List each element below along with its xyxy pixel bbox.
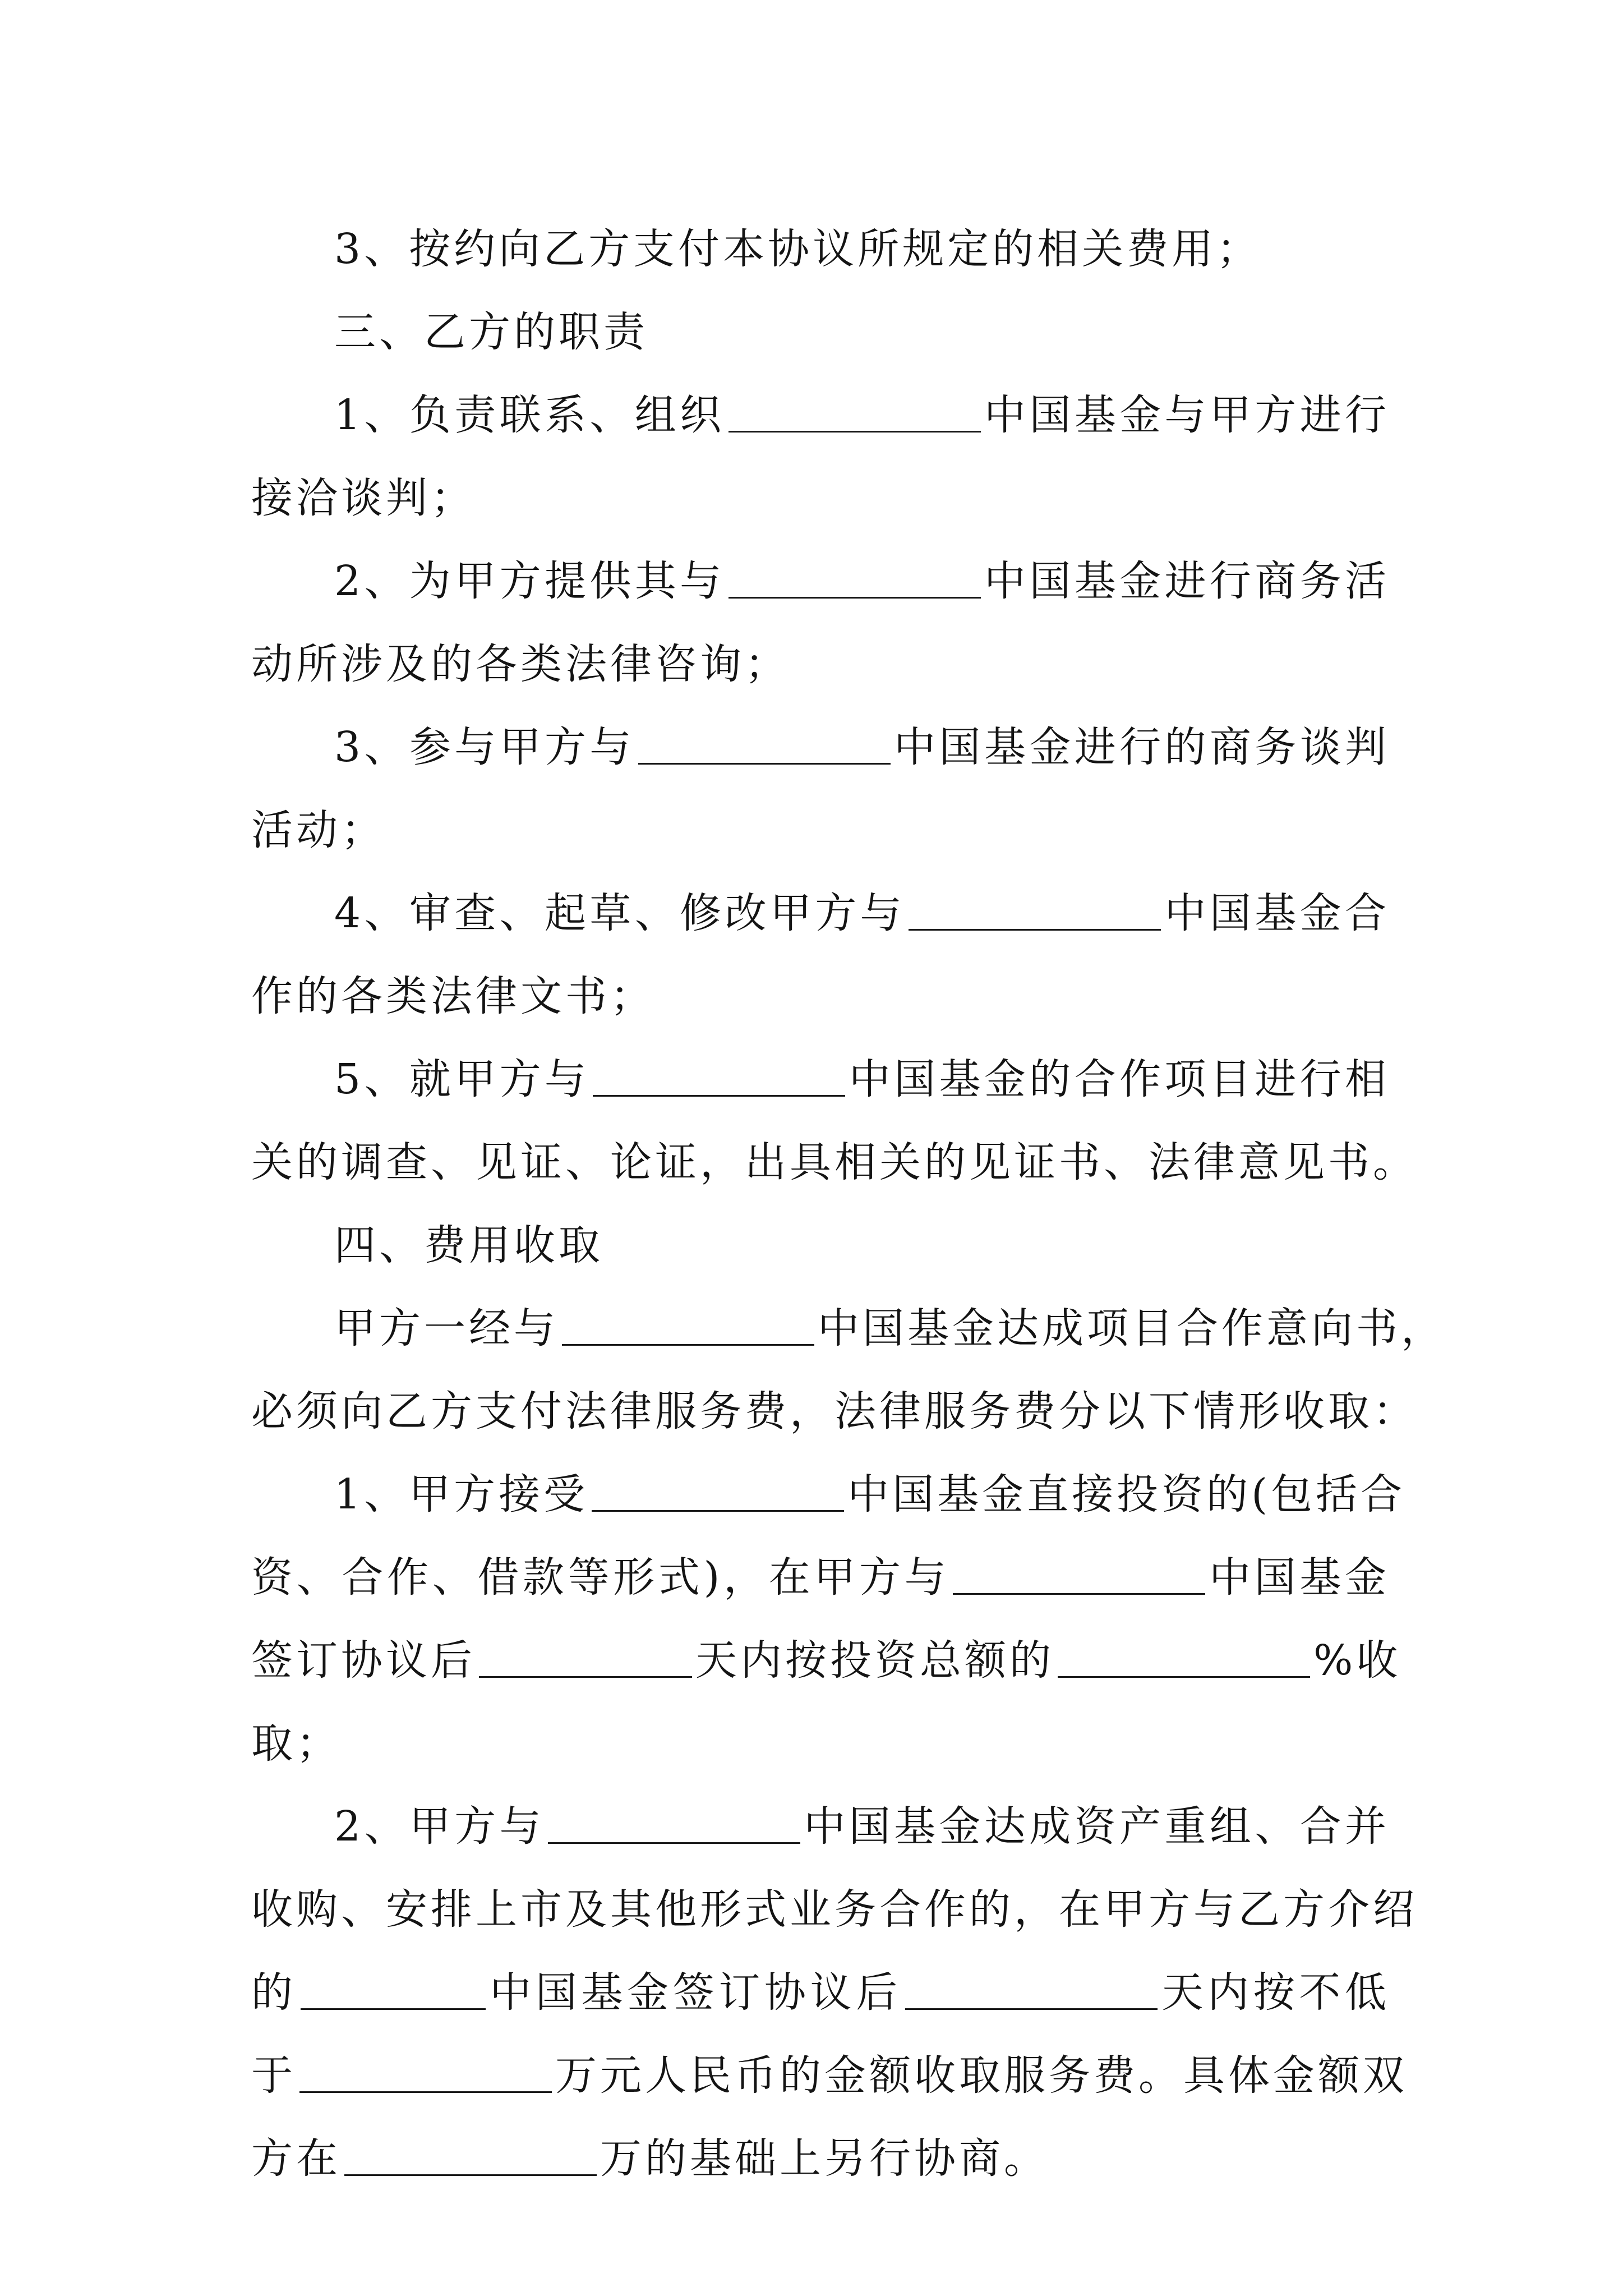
text: 活动； — [251, 806, 386, 854]
text: 的 — [251, 1968, 297, 2017]
fill-in-blank[interactable] — [909, 928, 1161, 931]
text: 中国基金签订协议后 — [488, 1968, 902, 2017]
text: 中国基金 — [1209, 1553, 1390, 1602]
paragraph-line — [251, 1453, 1405, 1536]
text: 作的各类法律文书； — [251, 972, 655, 1020]
paragraph-line — [251, 955, 1390, 1038]
paragraph-line — [251, 1702, 1390, 1785]
fill-in-blank[interactable] — [562, 1343, 814, 1346]
text: 3、按约向乙方支付本协议所规定的相关费用； — [334, 225, 1262, 273]
paragraph-line — [251, 623, 1390, 706]
text: 签订协议后 — [251, 1636, 476, 1685]
text: 四、费用收取 — [334, 1221, 603, 1269]
paragraph-line — [251, 374, 1390, 457]
text: 取； — [251, 1719, 341, 1768]
text: 中国基金的合作项目进行相 — [849, 1055, 1390, 1103]
section-heading — [251, 1204, 1390, 1287]
fill-in-blank[interactable] — [593, 1094, 845, 1097]
text: 中国基金进行商务活 — [984, 557, 1390, 605]
paragraph-line — [251, 457, 1390, 540]
paragraph-line — [251, 706, 1390, 789]
paragraph-line — [251, 872, 1390, 955]
paragraph-line — [251, 1370, 1418, 1453]
paragraph-line — [251, 1868, 1418, 1951]
paragraph-line — [251, 540, 1390, 623]
fill-in-blank[interactable] — [301, 2008, 486, 2010]
fill-in-blank[interactable] — [953, 1593, 1205, 1595]
text: 4、审查、起草、修改甲方与 — [334, 889, 906, 937]
paragraph-line — [251, 1121, 1418, 1204]
text: 2、甲方与 — [334, 1802, 545, 1851]
text: 动所涉及的各类法律咨询； — [251, 640, 790, 688]
text: 万的基础上另行协商。 — [600, 2134, 1049, 2183]
text: 方在 — [251, 2134, 341, 2183]
text: 接洽谈判； — [251, 474, 476, 522]
paragraph-line — [251, 1951, 1390, 2034]
text: 关的调查、见证、论证，出具相关的见证书、法律意见书。 — [251, 1138, 1418, 1186]
text: 2、为甲方提供其与 — [334, 557, 725, 605]
text: 中国基金达成项目合作意向书， — [818, 1304, 1446, 1352]
paragraph-line — [251, 1287, 1446, 1370]
text: 甲方一经与 — [334, 1304, 559, 1352]
text: 于 — [251, 2051, 296, 2100]
text: 天内按不低 — [1160, 1968, 1390, 2017]
fill-in-blank[interactable] — [728, 596, 981, 599]
text: 资、合作、借款等形式)，在甲方与 — [251, 1553, 950, 1602]
paragraph-line — [251, 789, 1390, 872]
text: 5、就甲方与 — [334, 1055, 590, 1103]
fill-in-blank[interactable] — [905, 2008, 1158, 2010]
fill-in-blank[interactable] — [479, 1676, 692, 1678]
text: 中国基金合 — [1164, 889, 1390, 937]
fill-in-blank[interactable] — [1058, 1676, 1310, 1678]
text: 中国基金与甲方进行 — [984, 391, 1390, 439]
text: 万元人民币的金额收取服务费。具体金额双 — [555, 2051, 1408, 2100]
text: 中国基金达成资产重组、合并 — [804, 1802, 1390, 1851]
fill-in-blank[interactable] — [344, 2174, 597, 2176]
text: 1、负责联系、组织 — [334, 391, 725, 439]
paragraph-line — [251, 208, 1390, 291]
text: 1、甲方接受 — [334, 1470, 589, 1519]
paragraph-line — [251, 1785, 1390, 1868]
text: 3、参与甲方与 — [334, 723, 635, 771]
text: 收购、安排上市及其他形式业务合作的，在甲方与乙方介绍 — [251, 1885, 1418, 1934]
paragraph-line — [251, 1038, 1390, 1121]
text: 必须向乙方支付法律服务费，法律服务费分以下情形收取： — [251, 1387, 1418, 1435]
fill-in-blank[interactable] — [728, 430, 981, 432]
text: 三、乙方的职责 — [334, 308, 648, 356]
paragraph-line — [251, 2117, 1390, 2200]
fill-in-blank[interactable] — [638, 762, 891, 765]
section-heading — [251, 291, 1390, 374]
text: %收 — [1313, 1636, 1401, 1685]
text: 中国基金直接投资的(包括合 — [847, 1470, 1405, 1519]
paragraph-line — [251, 1536, 1390, 1619]
document-page — [251, 208, 1446, 2200]
text: 中国基金进行的商务谈判 — [893, 723, 1390, 771]
fill-in-blank[interactable] — [299, 2091, 552, 2093]
paragraph-line — [251, 1619, 1401, 1702]
fill-in-blank[interactable] — [592, 1510, 844, 1512]
paragraph-line — [251, 2034, 1408, 2117]
text: 天内按投资总额的 — [695, 1636, 1054, 1685]
fill-in-blank[interactable] — [548, 1842, 800, 1844]
